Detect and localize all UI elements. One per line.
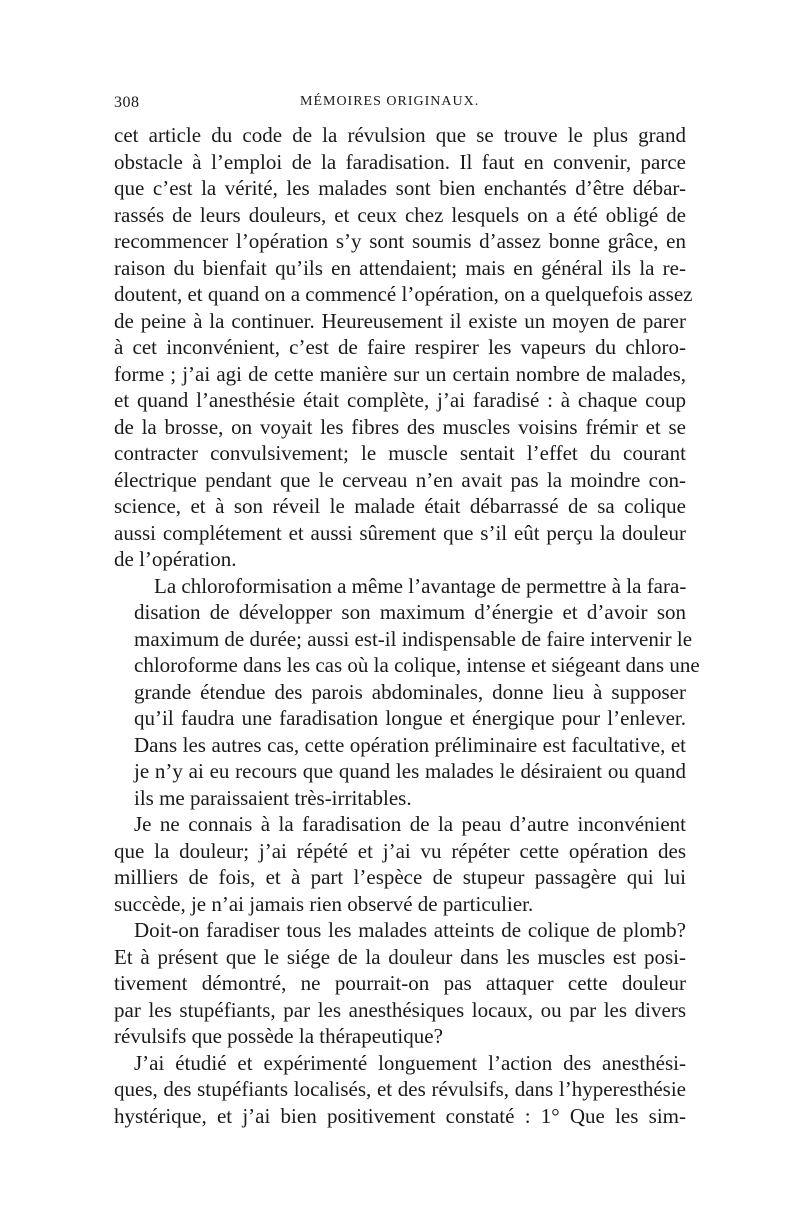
paragraph	[114, 573, 700, 812]
text-line: de l’opération.	[114, 547, 237, 571]
text-line: de peine à la continuer. Heureusement il existe un moyen de parer	[114, 308, 686, 333]
book-page	[114, 94, 700, 1129]
text-line: milliers de fois, et à part l’espèce de stupeur passagère qui lui	[114, 865, 686, 889]
text-line: que la douleur; j’ai répété et j’ai vu répéter cette opération des	[114, 838, 686, 863]
text-line: par les stupéfiants, par les anesthésiques locaux, ou par les divers	[114, 997, 686, 1022]
text-line: disation de développer son maximum d’énergie et d’avoir son	[134, 600, 686, 624]
paragraph	[114, 122, 693, 573]
text-line: Doit-on faradiser tous les malades atteints de colique de plomb?	[134, 918, 686, 942]
text-line: je n’y ai eu recours que quand les malades le désiraient ou quand	[134, 759, 686, 783]
text-line: succède, je n’ai jamais rien observé de particulier.	[114, 891, 534, 916]
text-line: doutent, et quand on a commencé l’opération, on a quelquefois assez	[114, 282, 693, 306]
text-line: Dans les autres cas, cette opération préliminaire est facultative, et	[134, 732, 686, 757]
text-line: recommencer l’opération s’y sont soumis d’assez bonne grâce, en	[114, 229, 686, 253]
text-line: J’ai étudié et expérimenté longuement l’action des anesthési-	[134, 1050, 686, 1075]
running-head	[114, 94, 686, 122]
text-line: obstacle à l’emploi de la faradisation. Il faut en convenir, parce	[114, 149, 686, 174]
text-line: contracter convulsivement; le muscle sentait l’effet du courant	[114, 441, 686, 465]
running-title: MÉMOIRES ORIGINAUX.	[300, 94, 480, 109]
text-line: chloroforme dans les cas où la colique, intense et siégeant dans une	[134, 653, 700, 677]
paragraph	[114, 811, 686, 917]
body-text	[114, 122, 700, 1129]
text-line: ils me paraissaient très-irritables.	[134, 785, 412, 810]
text-line: hystérique, et j’ai bien positivement constaté : 1° Que les sim-	[114, 1103, 686, 1128]
text-line: raison du bienfait qu’ils en attendaient; mais en général ils la re-	[114, 255, 686, 280]
paragraph	[114, 1050, 686, 1130]
text-line: électrique pendant que le cerveau n’en avait pas la moindre con-	[114, 467, 686, 492]
text-line: Et à présent que le siége de la douleur dans les muscles est posi-	[114, 944, 686, 969]
text-line: rassés de leurs douleurs, et ceux chez lesquels on a été obligé de	[114, 202, 686, 227]
text-line: cet article du code de la révulsion que se trouve le plus grand	[114, 123, 686, 147]
text-line: tivement démontré, ne pourrait-on pas attaquer cette douleur	[114, 971, 686, 995]
text-line: et quand l’anesthésie était complète, j’ai faradisé : à chaque coup	[114, 388, 686, 412]
text-line: que c’est la vérité, les malades sont bien enchantés d’être débar-	[114, 176, 686, 200]
text-line: science, et à son réveil le malade était débarrassé de sa colique	[114, 494, 686, 518]
paragraph	[114, 917, 686, 1050]
page-number: 308	[114, 94, 140, 111]
text-line: Je ne connais à la faradisation de la peau d’autre inconvénient	[134, 812, 686, 836]
text-line: maximum de durée; aussi est-il indispensable de faire intervenir le	[134, 626, 693, 651]
text-line: qu’il faudra une faradisation longue et énergique pour l’enlever.	[134, 706, 686, 730]
text-line: aussi complétement et aussi sûrement que s’il eût perçu la douleur	[114, 520, 686, 545]
text-line: révulsifs que possède la thérapeutique?	[114, 1024, 443, 1048]
text-line: de la brosse, on voyait les fibres des muscles voisins frémir et se	[114, 414, 686, 439]
text-line: ques, des stupéfiants localisés, et des révulsifs, dans l’hyperesthésie	[114, 1077, 686, 1101]
text-line: grande étendue des parois abdominales, donne lieu à supposer	[134, 679, 686, 704]
text-line: forme ; j’ai agi de cette manière sur un certain nombre de malades,	[114, 361, 686, 386]
text-line: à cet inconvénient, c’est de faire respirer les vapeurs du chloro-	[114, 335, 686, 359]
text-line: La chloroformisation a même l’avantage de permettre à la fara-	[154, 573, 687, 598]
